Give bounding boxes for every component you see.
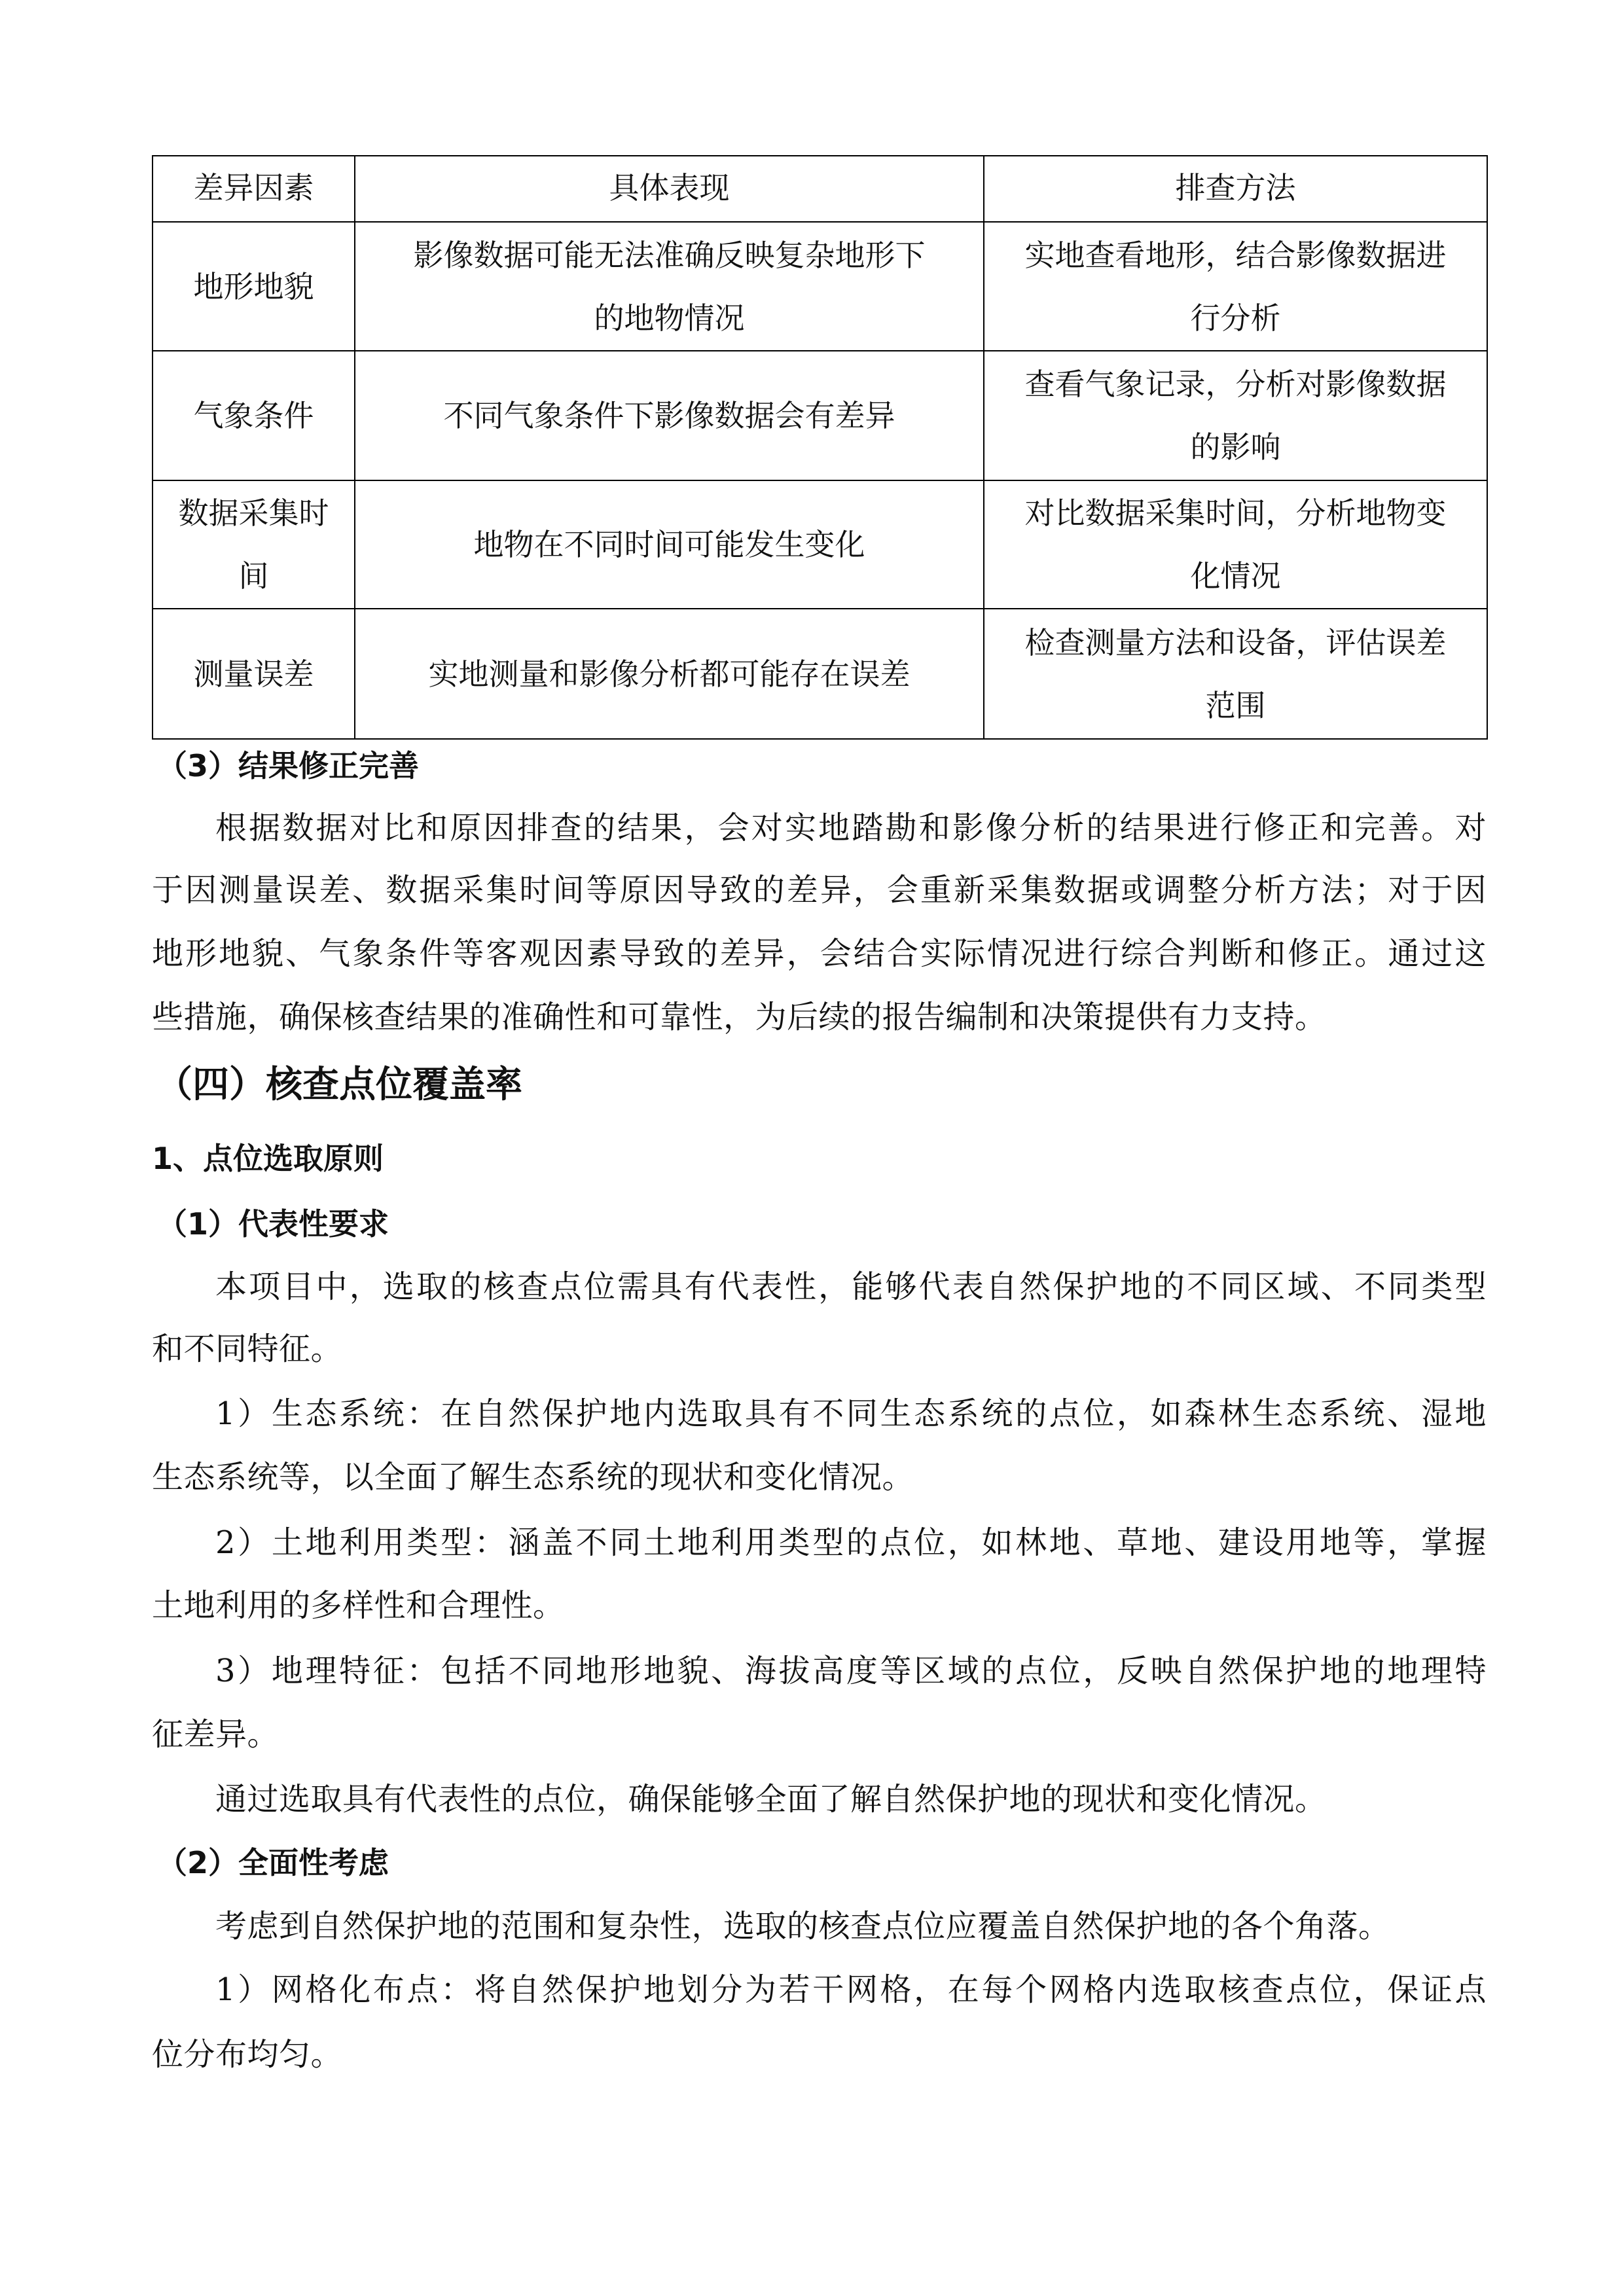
table-row: [153, 480, 1487, 609]
list-item-line: 土地利用的多样性和合理性。: [152, 1587, 565, 1624]
list-item-line: 1）网格化布点：将自然保护地划分为若干网格，在每个网格内选取核查点位，保证点: [215, 1971, 1487, 2008]
cell-factor: [153, 480, 355, 609]
cell-line: 化情况: [1190, 558, 1281, 594]
cell-method: [984, 480, 1487, 609]
header-method: 排查方法: [984, 156, 1487, 222]
header-factor: 差异因素: [153, 156, 355, 222]
difference-factors-table: [152, 155, 1488, 740]
paragraph-line: 根据数据对比和原因排查的结果，会对实地踏勘和影像分析的结果进行修正和完善。对: [215, 810, 1487, 846]
cell-method: [984, 222, 1487, 351]
part-heading-comprehensiveness: （2）全面性考虑: [157, 1845, 389, 1880]
list-item-line: 位分布均匀。: [152, 2036, 343, 2073]
cell-line: 地物在不同时间可能发生变化: [473, 527, 865, 562]
paragraph-line: 考虑到自然保护地的范围和复杂性，选取的核查点位应覆盖自然保护地的各个角落。: [215, 1908, 1390, 1945]
cell-line: 对比数据采集时间，分析地物变: [1024, 495, 1447, 531]
section-heading-result-correction: （3）结果修正完善: [157, 748, 420, 783]
cell-line: 查看气象记录，分析对影像数据: [1024, 367, 1447, 402]
paragraph-line: 于因测量误差、数据采集时间等原因导致的差异，会重新采集数据或调整分析方法；对于因: [152, 872, 1487, 908]
cell-method: [984, 351, 1487, 480]
list-item-line: 生态系统等，以全面了解生态系统的现状和变化情况。: [152, 1459, 914, 1496]
cell-manifestation: [355, 222, 984, 351]
paragraph-line: 些措施，确保核查结果的准确性和可靠性，为后续的报告编制和决策提供有力支持。: [152, 999, 1327, 1035]
subsection-heading-selection-principles: 1、点位选取原则: [152, 1141, 384, 1176]
paragraph-line: 地形地貌、气象条件等客观因素导致的差异，会结合实际情况进行综合判断和修正。通过这: [152, 935, 1487, 972]
list-item-line: 2）土地利用类型：涵盖不同土地利用类型的点位，如林地、草地、建设用地等，掌握: [215, 1524, 1487, 1561]
cell-factor: 测量误差: [153, 609, 355, 739]
cell-line: 的影响: [1190, 429, 1281, 465]
cell-manifestation: [355, 609, 984, 739]
part-heading-representativeness: （1）代表性要求: [157, 1206, 389, 1242]
table-row: [153, 609, 1487, 739]
list-item-line: 1）生态系统：在自然保护地内选取具有不同生态系统的点位，如森林生态系统、湿地: [215, 1395, 1487, 1432]
cell-line: 不同气象条件下影像数据会有差异: [443, 398, 895, 433]
chapter-heading-coverage: （四）核查点位覆盖率: [156, 1064, 522, 1106]
cell-line: 范围: [1205, 687, 1266, 723]
table-row: [153, 222, 1487, 351]
cell-line: 行分析: [1190, 300, 1281, 336]
cell-factor: 地形地貌: [153, 222, 355, 351]
cell-line: 影像数据可能无法准确反映复杂地形下: [413, 237, 926, 273]
cell-line: 实地测量和影像分析都可能存在误差: [428, 656, 911, 692]
header-manifestation: 具体表现: [355, 156, 984, 222]
cell-line: 间: [238, 558, 269, 594]
cell-line: 检查测量方法和设备，评估误差: [1024, 624, 1447, 660]
summary-line: 通过选取具有代表性的点位，确保能够全面了解自然保护地的现状和变化情况。: [215, 1781, 1327, 1818]
paragraph-line: 本项目中，选取的核查点位需具有代表性，能够代表自然保护地的不同区域、不同类型: [215, 1268, 1487, 1305]
list-item-line: 征差异。: [152, 1716, 280, 1753]
cell-method: [984, 609, 1487, 739]
paragraph-line: 和不同特征。: [152, 1331, 343, 1367]
list-item-line: 3）地理特征：包括不同地形地貌、海拔高度等区域的点位，反映自然保护地的地理特: [215, 1653, 1487, 1689]
cell-line: 的地物情况: [594, 300, 745, 336]
cell-line: 数据采集时: [178, 495, 329, 531]
cell-manifestation: [355, 351, 984, 480]
cell-manifestation: [355, 480, 984, 609]
table-header-row: [153, 156, 1487, 222]
cell-line: 实地查看地形，结合影像数据进: [1024, 237, 1447, 273]
table-row: [153, 351, 1487, 480]
cell-factor: 气象条件: [153, 351, 355, 480]
